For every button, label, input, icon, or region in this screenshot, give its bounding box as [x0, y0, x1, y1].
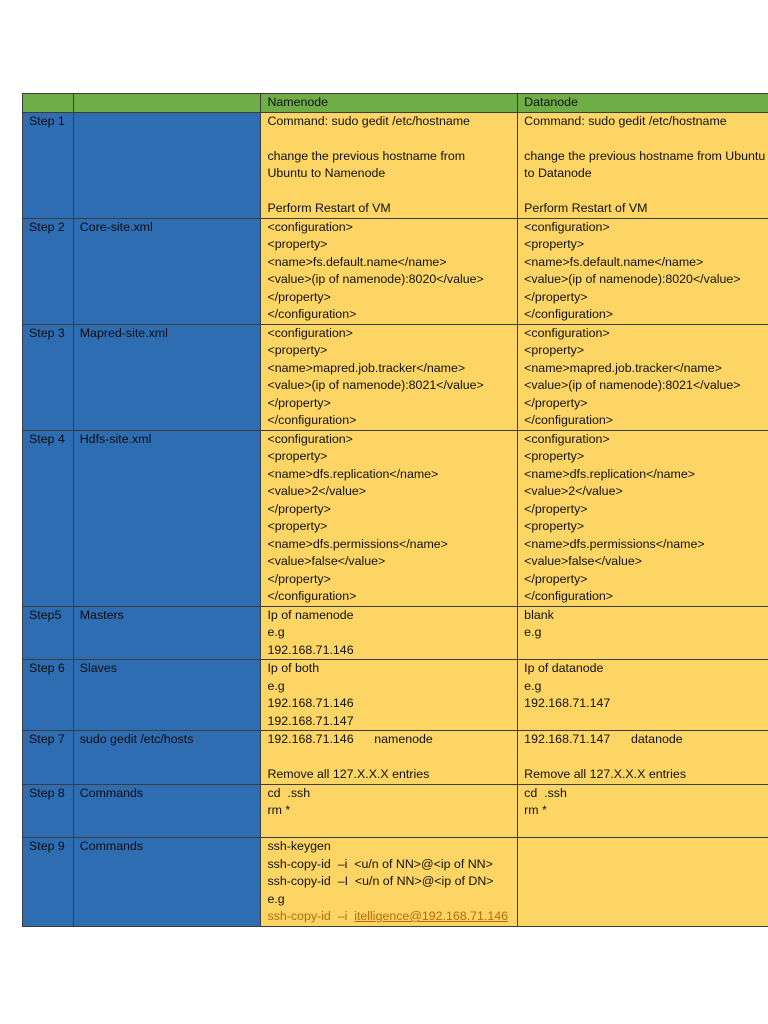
datanode-line	[524, 713, 768, 731]
step-label-cell[interactable]: Step5	[23, 606, 74, 660]
file-name-cell[interactable]: Commands	[73, 784, 261, 838]
datanode-line: 192.168.71.147	[524, 696, 611, 710]
namenode-line: Ubuntu to Namenode	[267, 166, 386, 180]
namenode-cell[interactable]	[261, 324, 518, 430]
step-label-cell[interactable]: Step 1	[23, 112, 74, 218]
namenode-cell[interactable]	[261, 430, 518, 606]
datanode-line	[524, 130, 768, 148]
datanode-line: <value>(ip of namenode):8021</value>	[524, 378, 741, 392]
namenode-line: <value>false</value>	[267, 554, 386, 568]
datanode-line: <configuration>	[524, 219, 610, 234]
namenode-line: <name>dfs.replication</name>	[267, 466, 439, 481]
namenode-cell[interactable]	[261, 784, 518, 838]
namenode-line: <configuration>	[267, 431, 353, 446]
datanode-line: </configuration>	[524, 307, 614, 321]
namenode-line: 192.168.71.147	[267, 713, 354, 728]
header-row	[23, 94, 768, 113]
table-row	[23, 731, 768, 785]
namenode-line: Remove all 127.X.X.X entries	[267, 767, 430, 781]
namenode-line: 192.168.71.146	[267, 696, 354, 710]
table-row	[23, 112, 768, 218]
file-name-cell[interactable]: Mapred-site.xml	[73, 324, 261, 430]
namenode-line: </configuration>	[267, 413, 357, 427]
datanode-cell[interactable]	[518, 731, 768, 785]
namenode-line: Ip of both	[267, 661, 320, 675]
datanode-line	[524, 183, 768, 201]
hadoop-config-table	[22, 93, 768, 927]
step-label-cell[interactable]: Step 8	[23, 784, 74, 838]
datanode-line: e.g	[524, 678, 542, 693]
namenode-cell[interactable]	[261, 112, 518, 218]
namenode-line: <property>	[267, 343, 328, 357]
spreadsheet	[22, 93, 768, 927]
namenode-cell[interactable]	[261, 218, 518, 324]
table-row	[23, 606, 768, 660]
datanode-line: <property>	[524, 519, 585, 533]
step-label-cell[interactable]: Step 3	[23, 324, 74, 430]
file-name-cell[interactable]: Core-site.xml	[73, 218, 261, 324]
datanode-line: <property>	[524, 237, 585, 251]
header-step-cell[interactable]	[23, 94, 74, 113]
datanode-cell[interactable]	[518, 112, 768, 218]
namenode-line: </configuration>	[267, 589, 357, 603]
datanode-line: rm *	[524, 803, 547, 817]
ssh-copy-example-line	[267, 908, 517, 926]
datanode-line: <name>dfs.replication</name>	[524, 466, 695, 481]
namenode-cell[interactable]	[261, 660, 518, 731]
datanode-line: </property>	[524, 289, 588, 304]
datanode-line: Command: sudo gedit /etc/hostname	[524, 113, 727, 128]
namenode-line: change the previous hostname from	[267, 148, 466, 163]
namenode-line: <property>	[267, 237, 328, 251]
table-row	[23, 838, 768, 927]
datanode-cell[interactable]	[518, 784, 768, 838]
header-file-cell[interactable]	[73, 94, 261, 113]
table-row	[23, 218, 768, 324]
datanode-line: change the previous hostname from Ubuntu	[524, 148, 766, 163]
file-name-cell[interactable]: Masters	[73, 606, 261, 660]
namenode-line: 192.168.71.146 namenode	[267, 732, 433, 746]
namenode-line: Perform Restart of VM	[267, 201, 391, 215]
namenode-line: <value>(ip of namenode):8021</value>	[267, 378, 484, 392]
namenode-line: cd .ssh	[267, 785, 311, 800]
datanode-line: </configuration>	[524, 413, 614, 427]
ssh-copy-example-prefix: ssh-copy-id –i	[267, 909, 355, 923]
namenode-line: </property>	[267, 289, 331, 304]
datanode-line: <value>(ip of namenode):8020</value>	[524, 272, 741, 286]
namenode-line: 192.168.71.146	[267, 642, 354, 657]
namenode-line: Ip of namenode	[267, 607, 354, 622]
datanode-line: blank	[524, 607, 554, 622]
table-row	[23, 660, 768, 731]
datanode-cell[interactable]	[518, 430, 768, 606]
datanode-line: <name>mapred.job.tracker</name>	[524, 360, 722, 375]
datanode-cell[interactable]	[518, 660, 768, 731]
datanode-line	[524, 749, 768, 767]
datanode-line: <name>dfs.permissions</name>	[524, 536, 705, 551]
datanode-line	[524, 820, 768, 838]
table-row	[23, 430, 768, 606]
datanode-line: <name>fs.default.name</name>	[524, 254, 704, 269]
file-name-cell[interactable]: sudo gedit /etc/hosts	[73, 731, 261, 785]
file-name-cell[interactable]: Commands	[73, 838, 261, 927]
file-name-cell[interactable]: Slaves	[73, 660, 261, 731]
namenode-line	[267, 183, 517, 201]
namenode-line: <name>fs.default.name</name>	[267, 254, 447, 269]
datanode-cell[interactable]	[518, 838, 768, 927]
namenode-line: e.g	[267, 891, 285, 906]
datanode-line: to Datanode	[524, 166, 592, 180]
step-label-cell[interactable]: Step 9	[23, 838, 74, 927]
namenode-line	[267, 130, 517, 148]
datanode-line: <value>false</value>	[524, 554, 642, 568]
datanode-line: 192.168.71.147 datanode	[524, 732, 683, 746]
datanode-line: Perform Restart of VM	[524, 201, 648, 215]
namenode-line: ssh-copy-id –i <u/n of NN>@<ip of NN>	[267, 856, 493, 871]
namenode-line: <configuration>	[267, 219, 353, 234]
datanode-line: <property>	[524, 449, 585, 463]
namenode-line: e.g	[267, 678, 285, 693]
namenode-line	[267, 749, 517, 767]
step-label-cell[interactable]: Step 2	[23, 218, 74, 324]
namenode-line: </property>	[267, 501, 331, 516]
namenode-cell[interactable]	[261, 606, 518, 660]
datanode-line: e.g	[524, 625, 542, 639]
namenode-line: <value>2</value>	[267, 484, 366, 498]
datanode-line: </configuration>	[524, 589, 614, 603]
datanode-line: Ip of datanode	[524, 661, 604, 675]
table-row	[23, 784, 768, 838]
namenode-line: </property>	[267, 395, 331, 410]
datanode-cell[interactable]	[518, 324, 768, 430]
email-link[interactable]: itelligence@192.168.71.146	[354, 909, 509, 923]
datanode-line: </property>	[524, 395, 588, 410]
namenode-line: </configuration>	[267, 307, 357, 321]
namenode-line: <value>(ip of namenode):8020</value>	[267, 272, 484, 286]
namenode-line: rm *	[267, 803, 291, 817]
namenode-line: <name>mapred.job.tracker</name>	[267, 360, 466, 375]
datanode-cell[interactable]	[518, 218, 768, 324]
datanode-line: </property>	[524, 501, 588, 516]
namenode-cell[interactable]	[261, 838, 518, 927]
namenode-line: Command: sudo gedit /etc/hostname	[267, 113, 470, 128]
datanode-line: <value>2</value>	[524, 484, 623, 498]
namenode-line	[267, 820, 517, 838]
namenode-line: e.g	[267, 625, 285, 639]
datanode-cell[interactable]	[518, 606, 768, 660]
datanode-line: <configuration>	[524, 325, 610, 340]
namenode-cell[interactable]	[261, 731, 518, 785]
file-name-cell[interactable]	[73, 112, 261, 218]
step-label-cell[interactable]: Step 4	[23, 430, 74, 606]
namenode-line: <property>	[267, 449, 328, 463]
datanode-line: cd .ssh	[524, 785, 567, 800]
table-row	[23, 324, 768, 430]
datanode-line	[524, 642, 768, 660]
step-label-cell[interactable]: Step 7	[23, 731, 74, 785]
header-datanode-cell[interactable]: Datanode	[518, 94, 768, 113]
header-namenode-cell[interactable]: Namenode	[261, 94, 518, 113]
namenode-line: <property>	[267, 519, 328, 533]
namenode-line: ssh-copy-id –I <u/n of NN>@<ip of DN>	[267, 874, 494, 888]
step-label-cell[interactable]: Step 6	[23, 660, 74, 731]
datanode-line: <configuration>	[524, 431, 610, 446]
datanode-line: <property>	[524, 343, 585, 357]
datanode-line: Remove all 127.X.X.X entries	[524, 767, 687, 781]
namenode-line: <configuration>	[267, 325, 353, 340]
namenode-line: </property>	[267, 571, 331, 586]
datanode-line: </property>	[524, 571, 588, 586]
namenode-line: ssh-keygen	[267, 839, 331, 853]
namenode-line: <name>dfs.permissions</name>	[267, 536, 448, 551]
file-name-cell[interactable]: Hdfs-site.xml	[73, 430, 261, 606]
